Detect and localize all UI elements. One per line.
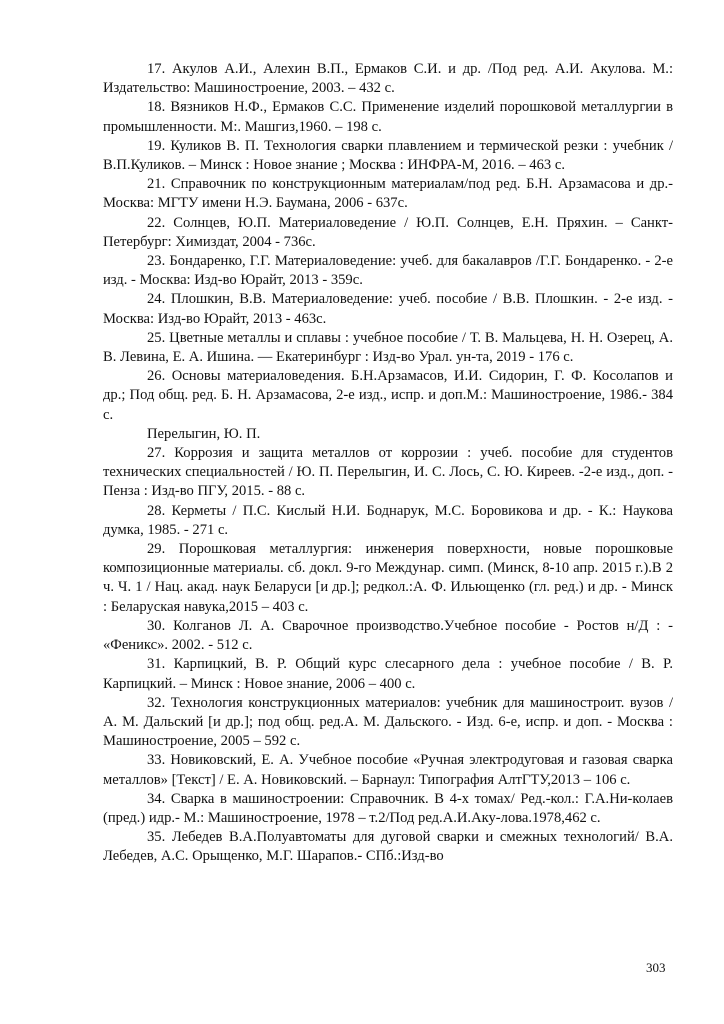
reference-entry: 18. Вязников Н.Ф., Ермаков С.С. Применение изделий порошковой металлургии в промышленности. М:. Машгиз,1960. – 198 с. (103, 99, 673, 135)
reference-entry: 25. Цветные металлы и сплавы : учебное пособие / Т. В. Мальцева, Н. Н. Озерец, А. В. Левина, Е. А. Ишина. — Екатеринбург : Изд-во Урал. ун-та, 2019 - 176 с. (103, 329, 673, 366)
reference-author-line: Перелыгин, Ю. П. (147, 425, 261, 442)
reference-entry: 29. Порошковая металлургия: инженерия поверхности, новые порошковые композиционные материалы. сб. докл. 9-го Междунар. симп. (Минск, 8-10 апр. 2015 г.).В 2 ч. Ч. 1 / Нац. акад. наук Беларуси [и др.]; редкол.:А. Ф. Ильющенко (гл. ред.) и др. - Минск : Беларуская навука,2015 – 403 с. (103, 541, 673, 615)
reference-entry: 31. Карпицкий, В. Р. Общий курс слесарного дела : учебное пособие / В. Р. Карпицкий. – Минск : Новое знание, 2006 – 400 с. (103, 656, 673, 692)
reference-entry: 33. Новиковский, Е. А. Учебное пособие «Ручная электродуговая и газовая сварка металлов» [Текст] / Е. А. Новиковский. – Барнаул: Типография АлтГТУ,2013 – 106 с. (103, 752, 673, 788)
page-number: 303 (646, 960, 666, 975)
reference-entry: 28. Керметы / П.С. Кислый Н.И. Боднарук, М.С. Боровикова и др. - К.: Наукова думка, 1985. - 271 с. (103, 502, 673, 538)
reference-entry: 32. Технология конструкционных материалов: учебник для машиностроит. вузов / А. М. Дальский [и др.]; под общ. ред.А. М. Дальского. - Изд. 6-е, испр. и доп. - Москва : Машиностроение, 2005 – 592 с. (103, 694, 673, 750)
reference-entry: 27. Коррозия и защита металлов от коррозии : учеб. пособие для студентов технических специальностей / Ю. П. Перелыгин, И. С. Лось, С. Ю. Киреев. -2-е изд., доп. - Пенза : Изд-во ПГУ, 2015. - 88 с. (103, 445, 673, 500)
reference-entry: 24. Плошкин, В.В. Материаловедение: учеб. пособие / В.В. Плошкин. - 2-е изд. - Москва: Изд-во Юрайт, 2013 - 463с. (103, 291, 673, 327)
reference-entry: 26. Основы материаловедения. Б.Н.Арзамасов, И.И. Сидорин, Г. Ф. Косолапов и др.; Под общ. ред. Б. Н. Арзамасова, 2-е изд., испр. и доп.М.: Машиностроение, 1986.- 384 с. (103, 368, 673, 423)
reference-entry: 30. Колганов Л. А. Сварочное производство.Учебное пособие - Ростов н/Д : - «Феникс». 2002. - 512 с. (103, 617, 673, 654)
reference-entry: 22. Солнцев, Ю.П. Материаловедение / Ю.П. Солнцев, Е.Н. Пряхин. – Санкт-Петербург: Химиздат, 2004 - 736с. (103, 214, 673, 250)
reference-list (103, 60, 673, 867)
reference-entry: 34. Сварка в машиностроении: Справочник. В 4-х томах/ Ред.-кол.: Г.А.Ни-колаев (пред.) идр.- М.: Машиностроение, 1978 – т.2/Под ред.А.И.Аку-лова.1978,462 с. (103, 790, 673, 826)
reference-entry: 17. Акулов А.И., Алехин В.П., Ермаков С.И. и др. /Под ред. А.И. Акулова. М.: Издательство: Машиностроение, 2003. – 432 с. (103, 61, 673, 97)
reference-entry: 19. Куликов В. П. Технология сварки плавлением и термической резки : учебник / В.П.Куликов. – Минск : Новое знание ; Москва : ИНФРА-М, 2016. – 463 с. (103, 137, 673, 174)
reference-entry: 23. Бондаренко, Г.Г. Материаловедение: учеб. для бакалавров /Г.Г. Бондаренко. - 2-е изд. - Москва: Изд-во Юрайт, 2013 - 359с. (103, 253, 673, 289)
reference-entry: 35. Лебедев В.А.Полуавтоматы для дуговой сварки и смежных технологий/ В.А. Лебедев, А.С. Орыщенко, М.Г. Шарапов.- СПб.:Изд-во (103, 829, 673, 865)
reference-entry: 21. Справочник по конструкционным материалам/под ред. Б.Н. Арзамасова и др.- Москва: МГТУ имени Н.Э. Баумана, 2006 - 637с. (103, 176, 673, 212)
